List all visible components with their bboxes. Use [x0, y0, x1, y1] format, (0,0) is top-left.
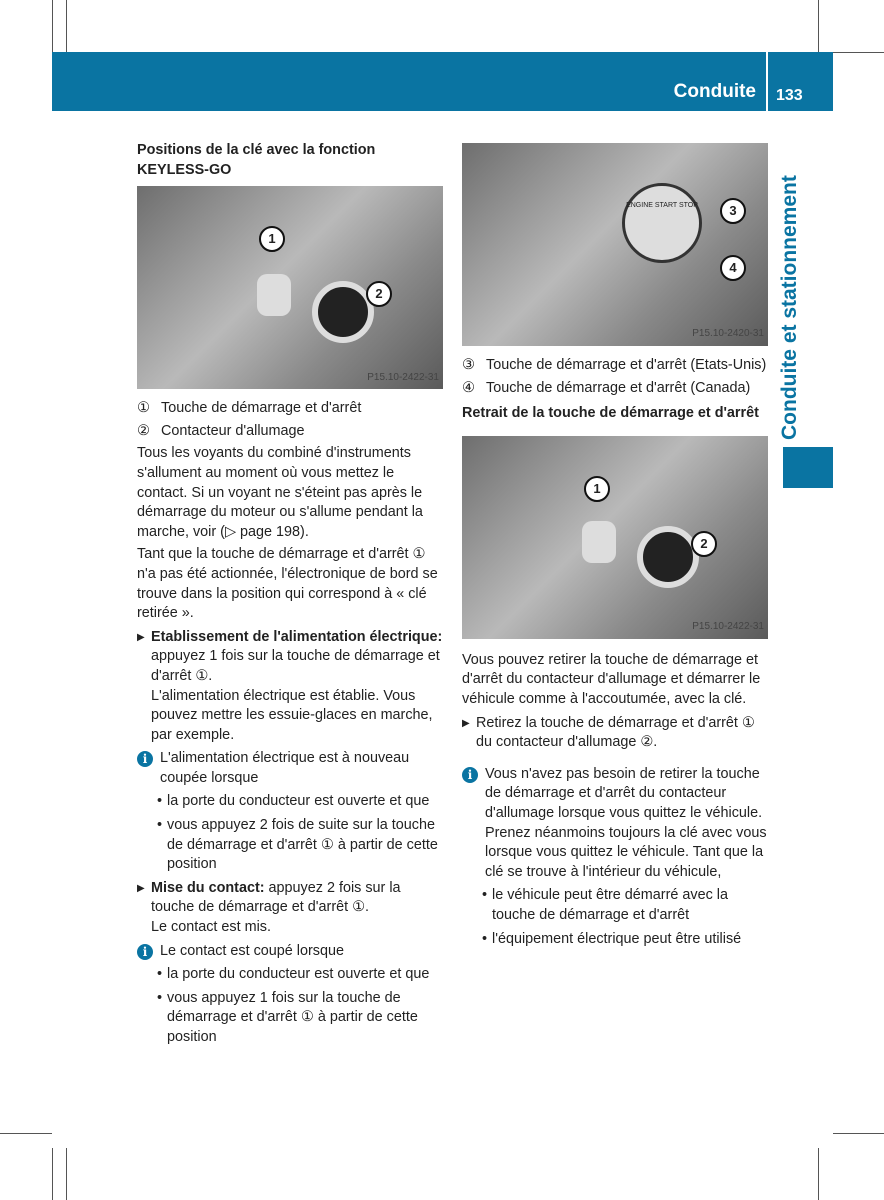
crop-mark [66, 1148, 67, 1200]
figure-dashboard [462, 143, 768, 346]
ignition-lock [637, 526, 699, 588]
bullet-item: • vous appuyez 2 fois de suite sur la touche de démarrage et d'arrêt ① à partir de cette position [157, 817, 438, 873]
crop-mark [818, 1148, 819, 1200]
callout: 2 [366, 281, 392, 307]
info-icon: i [137, 751, 153, 767]
crop-mark [0, 1133, 52, 1134]
header-bar [52, 52, 766, 111]
triangle-icon: ▶ [137, 882, 145, 894]
bullet-item: • le véhicule peut être démarré avec la touche de démarrage et d'arrêt [482, 887, 728, 923]
figure-code: P15.10-2420-31 [692, 328, 764, 340]
legend-item: ② Contacteur d'allumage [137, 422, 305, 439]
triangle-icon: ▶ [462, 717, 470, 729]
bullet-item: • la porte du conducteur est ouverte et que [157, 966, 430, 983]
right-column [462, 143, 768, 952]
section-heading: Retrait de la touche de démarrage et d'arrêt [462, 405, 759, 422]
action-step: ▶ Etablissement de l'alimentation électrique: appuyez 1 fois sur la touche de démarrage et d'arrêt ①. L'alimentation électrique est établie. Vous pouvez mettre les essuie-glaces en marche, par exemple. [137, 628, 443, 746]
engine-start-stop-button: ENGINE START STOP [622, 183, 702, 263]
section-heading: Positions de la clé avec la fonction KEYLESS-GO [137, 142, 376, 178]
paragraph: Tous les voyants du combiné d'instruments s'allument au moment où vous mettez le contact. Si un voyant ne s'éteint pas après le démarrage du moteur ou s'allume pendant la marche, voir (▷ page 198). [137, 445, 423, 540]
callout: 3 [720, 198, 746, 224]
figure-code: P15.10-2422-31 [692, 621, 764, 633]
start-stop-button [257, 274, 291, 316]
crop-mark [818, 0, 819, 52]
page-number: 133 [776, 87, 803, 104]
info-icon: i [462, 767, 478, 783]
bullet-item: • vous appuyez 1 fois sur la touche de démarrage et d'arrêt ① à partir de cette position [157, 989, 418, 1045]
figure-keyless-go-removal [462, 436, 768, 639]
info-note: i L'alimentation électrique est à nouveau coupée lorsque [137, 749, 443, 788]
ignition-lock [312, 281, 374, 343]
action-step: ▶ Mise du contact: appuyez 2 fois sur la touche de démarrage et d'arrêt ①. Le contact est mis. [137, 879, 443, 938]
callout: 2 [691, 531, 717, 557]
figure-keyless-go [137, 186, 443, 389]
start-stop-button [582, 521, 616, 563]
crop-mark [52, 1148, 53, 1200]
section-title: Conduite [673, 81, 756, 102]
callout: 4 [720, 255, 746, 281]
callout: 1 [584, 476, 610, 502]
bullet-item: • la porte du conducteur est ouverte et que [157, 793, 430, 810]
side-tab-label: Conduite et stationnement [778, 175, 801, 440]
crop-mark [52, 0, 53, 52]
callout: 1 [259, 226, 285, 252]
legend-item: ③ Touche de démarrage et d'arrêt (Etats-Unis) [462, 357, 767, 373]
page-number-box [768, 52, 833, 111]
info-note: i Le contact est coupé lorsque [137, 942, 443, 962]
triangle-icon: ▶ [137, 631, 145, 643]
figure-code: P15.10-2422-31 [367, 371, 439, 383]
crop-mark [833, 52, 884, 53]
action-step: ▶ Retirez la touche de démarrage et d'arrêt ① du contacteur d'allumage ②. [462, 714, 768, 753]
crop-mark [833, 1133, 884, 1134]
info-icon: i [137, 944, 153, 960]
bullet-item: • l'équipement électrique peut être utilisé [482, 930, 742, 947]
legend-item: ④ Touche de démarrage et d'arrêt (Canada) [462, 379, 751, 396]
crop-mark [66, 0, 67, 52]
paragraph: Tant que la touche de démarrage et d'arrêt ① n'a pas été actionnée, l'électronique de bord se trouve dans la position qui correspond à « clé retirée ». [137, 546, 438, 622]
left-column [137, 141, 443, 1051]
paragraph: Vous pouvez retirer la touche de démarrage et d'arrêt du contacteur d'allumage et démarrer le véhicule comme à l'accoutumée, avec la clé. [462, 651, 761, 707]
info-note: i Vous n'avez pas besoin de retirer la touche de démarrage et d'arrêt du contacteur d'allumage lorsque vous quittez le véhicule. Prenez néanmoins toujours la clé avec vous lorsque vous quittez le véhicule. Tant que la clé se trouve à l'intérieur du véhicule, [462, 765, 768, 883]
side-tab-marker [783, 447, 833, 488]
legend-item: ① Touche de démarrage et d'arrêt [137, 400, 362, 417]
